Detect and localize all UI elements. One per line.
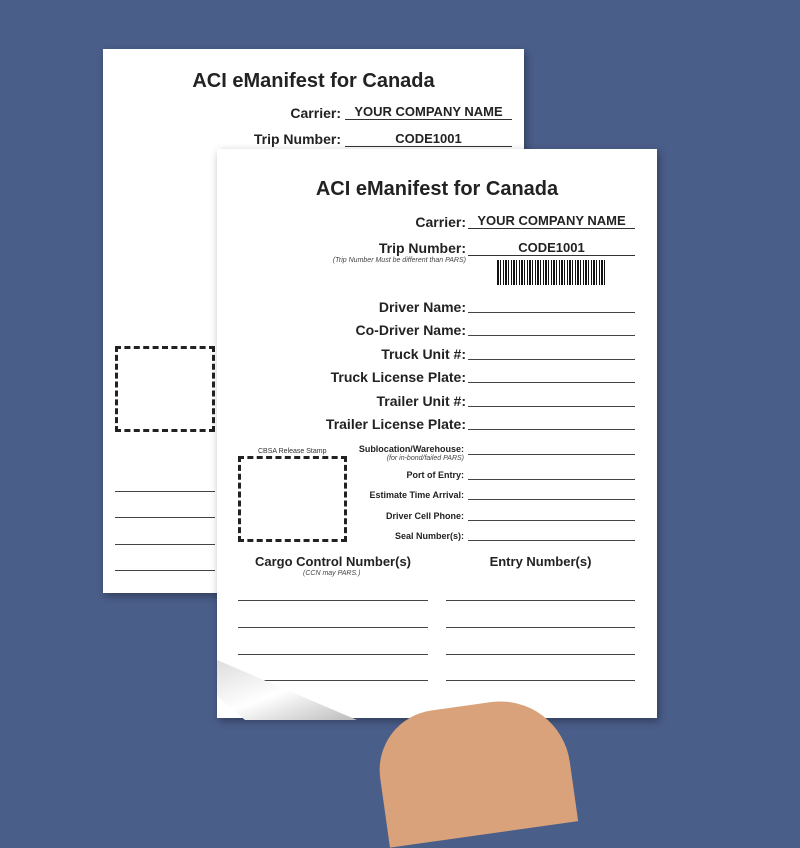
field-line <box>468 406 635 407</box>
carrier-label: Carrier: <box>415 214 466 230</box>
trip-value: CODE1001 <box>468 240 635 256</box>
field-line <box>468 479 635 480</box>
entry-heading: Entry Number(s) <box>489 554 592 569</box>
field-label: Trailer Unit #: <box>376 393 466 409</box>
field-label: Driver Name: <box>378 299 466 315</box>
sublocation-note: (for in-bond/failed PARS) <box>386 455 464 462</box>
trip-value: CODE1001 <box>345 131 512 147</box>
entry-line <box>446 654 635 655</box>
ccn-line <box>238 627 428 628</box>
form-title: ACI eManifest for Canada <box>315 178 559 200</box>
carrier-value: YOUR COMPANY NAME <box>468 213 635 229</box>
ccn-note: (CCN may PARS.) <box>303 570 361 577</box>
trip-label: Trip Number: <box>378 240 466 256</box>
ccn-line <box>238 600 428 601</box>
entry-line <box>446 600 635 601</box>
front-form-page <box>217 149 657 718</box>
field-line <box>468 359 635 360</box>
trip-note: (Trip Number Must be different than PARS) <box>332 257 466 264</box>
release-stamp-box <box>238 456 347 542</box>
trip-label: Trip Number: <box>253 131 341 147</box>
small-field-label: Port of Entry: <box>406 470 464 480</box>
stamp-label: CBSA Release Stamp <box>255 448 329 456</box>
release-stamp-box <box>115 346 215 432</box>
ccn-line <box>238 654 428 655</box>
field-line <box>468 499 635 500</box>
field-label: Truck License Plate: <box>330 369 466 385</box>
field-line <box>468 454 635 455</box>
field-line <box>468 520 635 521</box>
entry-line <box>446 680 635 681</box>
form-title: ACI eManifest for Canada <box>192 70 435 92</box>
field-label: Co-Driver Name: <box>355 322 466 338</box>
ccn-line <box>115 491 215 492</box>
entry-line <box>446 627 635 628</box>
small-field-label: Driver Cell Phone: <box>385 511 464 521</box>
carrier-label: Carrier: <box>290 105 341 121</box>
small-field-label: Sublocation/Warehouse: <box>358 444 464 454</box>
ccn-line <box>115 570 215 571</box>
field-line <box>468 382 635 383</box>
small-field-label: Estimate Time Arrival: <box>369 490 464 500</box>
carrier-value: YOUR COMPANY NAME <box>345 104 512 120</box>
small-field-label: Seal Number(s): <box>394 531 464 541</box>
ccn-line <box>115 517 215 518</box>
field-label: Truck Unit #: <box>381 346 466 362</box>
field-line <box>468 335 635 336</box>
barcode <box>497 260 607 285</box>
field-label: Trailer License Plate: <box>325 416 466 432</box>
field-line <box>468 540 635 541</box>
field-line <box>468 312 635 313</box>
ccn-heading: Cargo Control Number(s) <box>255 554 411 569</box>
ccn-line <box>115 544 215 545</box>
field-line <box>468 429 635 430</box>
ccn-line <box>238 680 428 681</box>
